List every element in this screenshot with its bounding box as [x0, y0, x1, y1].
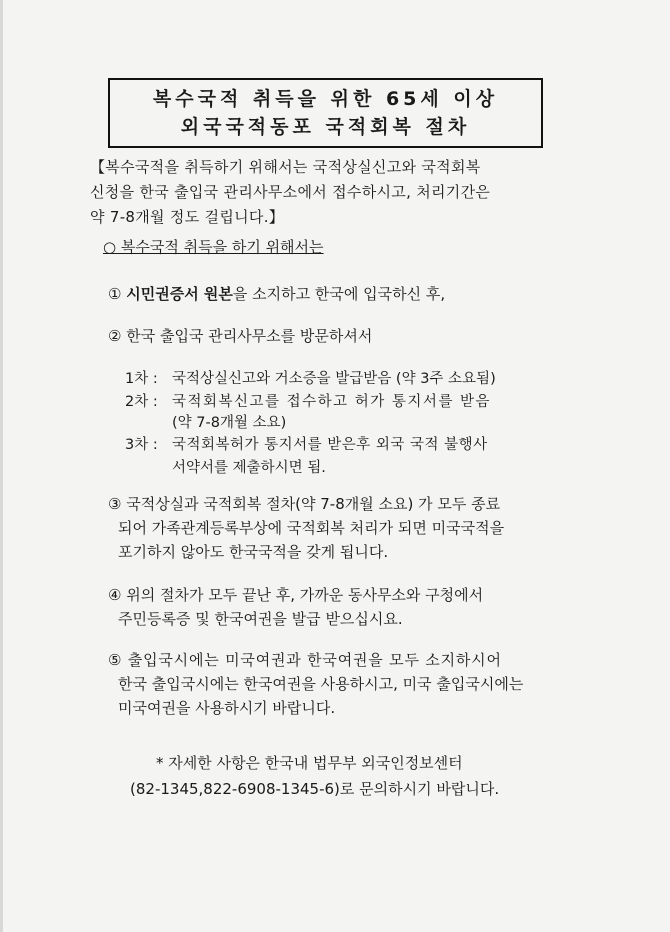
step-3-line-3: 포기하지 않아도 한국국적을 갖게 됩니다. [118, 543, 389, 561]
step-2-sub-label-2: 2차 : [125, 394, 158, 410]
step-5-line-2: 한국 출입국시에는 한국여권을 사용하시고, 미국 출입국시에는 [118, 675, 524, 693]
step-4-line-1: ④ 위의 절차가 모두 끝난 후, 가까운 동사무소와 구청에서 [108, 586, 484, 604]
footer-note [130, 750, 500, 802]
step-5-line-1: ⑤ 출입국시에는 미국여권과 한국여권을 모두 소지하시어 [108, 651, 502, 669]
step-2-sub-text-2b: (약 7-8개월 소요) [172, 415, 287, 431]
intro-line-1: 【복수국적을 취득하기 위해서는 국적상실신고와 국적회복 [90, 158, 481, 176]
step-1-text: 을 소지하고 한국에 입국하신 후, [232, 285, 446, 303]
footer-line-1: * 자세한 사항은 한국내 법무부 외국인정보센터 [156, 754, 463, 772]
intro-line-3: 약 7-8개월 정도 걸립니다.】 [90, 208, 285, 226]
step-2-sub-text-3b: 서약서를 제출하시면 됨. [172, 460, 326, 476]
step-1-number: ① [108, 285, 122, 303]
scan-edge [0, 0, 3, 932]
step-3-line-1: ③ 국적상실과 국적회복 절차(약 7-8개월 소요) 가 모두 종료 [108, 495, 501, 513]
step-2: ② 한국 출입국 관리사무소를 방문하셔서 [108, 327, 373, 345]
step-2-sub-text-2a: 국적회복신고를 접수하고 허가 통지서를 받음 [172, 394, 492, 410]
step-2-sub-label-3: 3차 : [125, 437, 158, 453]
step-3 [108, 492, 504, 564]
title-line-1: 복수국적 취득을 위한 65세 이상 [152, 88, 499, 110]
step-2-sub-label-1: 1차 : [125, 371, 158, 387]
title-box [108, 78, 543, 148]
section-heading: ○ 복수국적 취득을 하기 위해서는 [103, 238, 324, 256]
intro-line-2: 신청을 한국 출입국 관리사무소에서 접수하시고, 처리기간은 [90, 183, 491, 201]
step-2-sub-text-1: 국적상실신고와 거소증을 발급받음 (약 3주 소요됨) [172, 371, 496, 387]
intro-paragraph [90, 155, 490, 230]
step-3-line-2: 되어 가족관계등록부상에 국적회복 처리가 되면 미국국적을 [118, 519, 505, 537]
step-5 [108, 648, 523, 720]
footer-line-2: (82-1345,822-6908-1345-6)로 문의하시기 바랍니다. [130, 780, 500, 798]
step-2-sub-text-3a: 국적회복허가 통지서를 받은후 외국 국적 불행사 [172, 437, 488, 453]
step-1-bold-text: 시민권증서 원본 [126, 285, 233, 303]
step-4-line-2: 주민등록증 및 한국여권을 발급 받으십시요. [118, 610, 403, 628]
step-5-line-3: 미국여권을 사용하시기 바랍니다. [118, 699, 336, 717]
step-4 [108, 583, 483, 631]
step-1 [108, 283, 445, 304]
title-line-2: 외국국적동포 국적회복 절차 [180, 116, 471, 138]
